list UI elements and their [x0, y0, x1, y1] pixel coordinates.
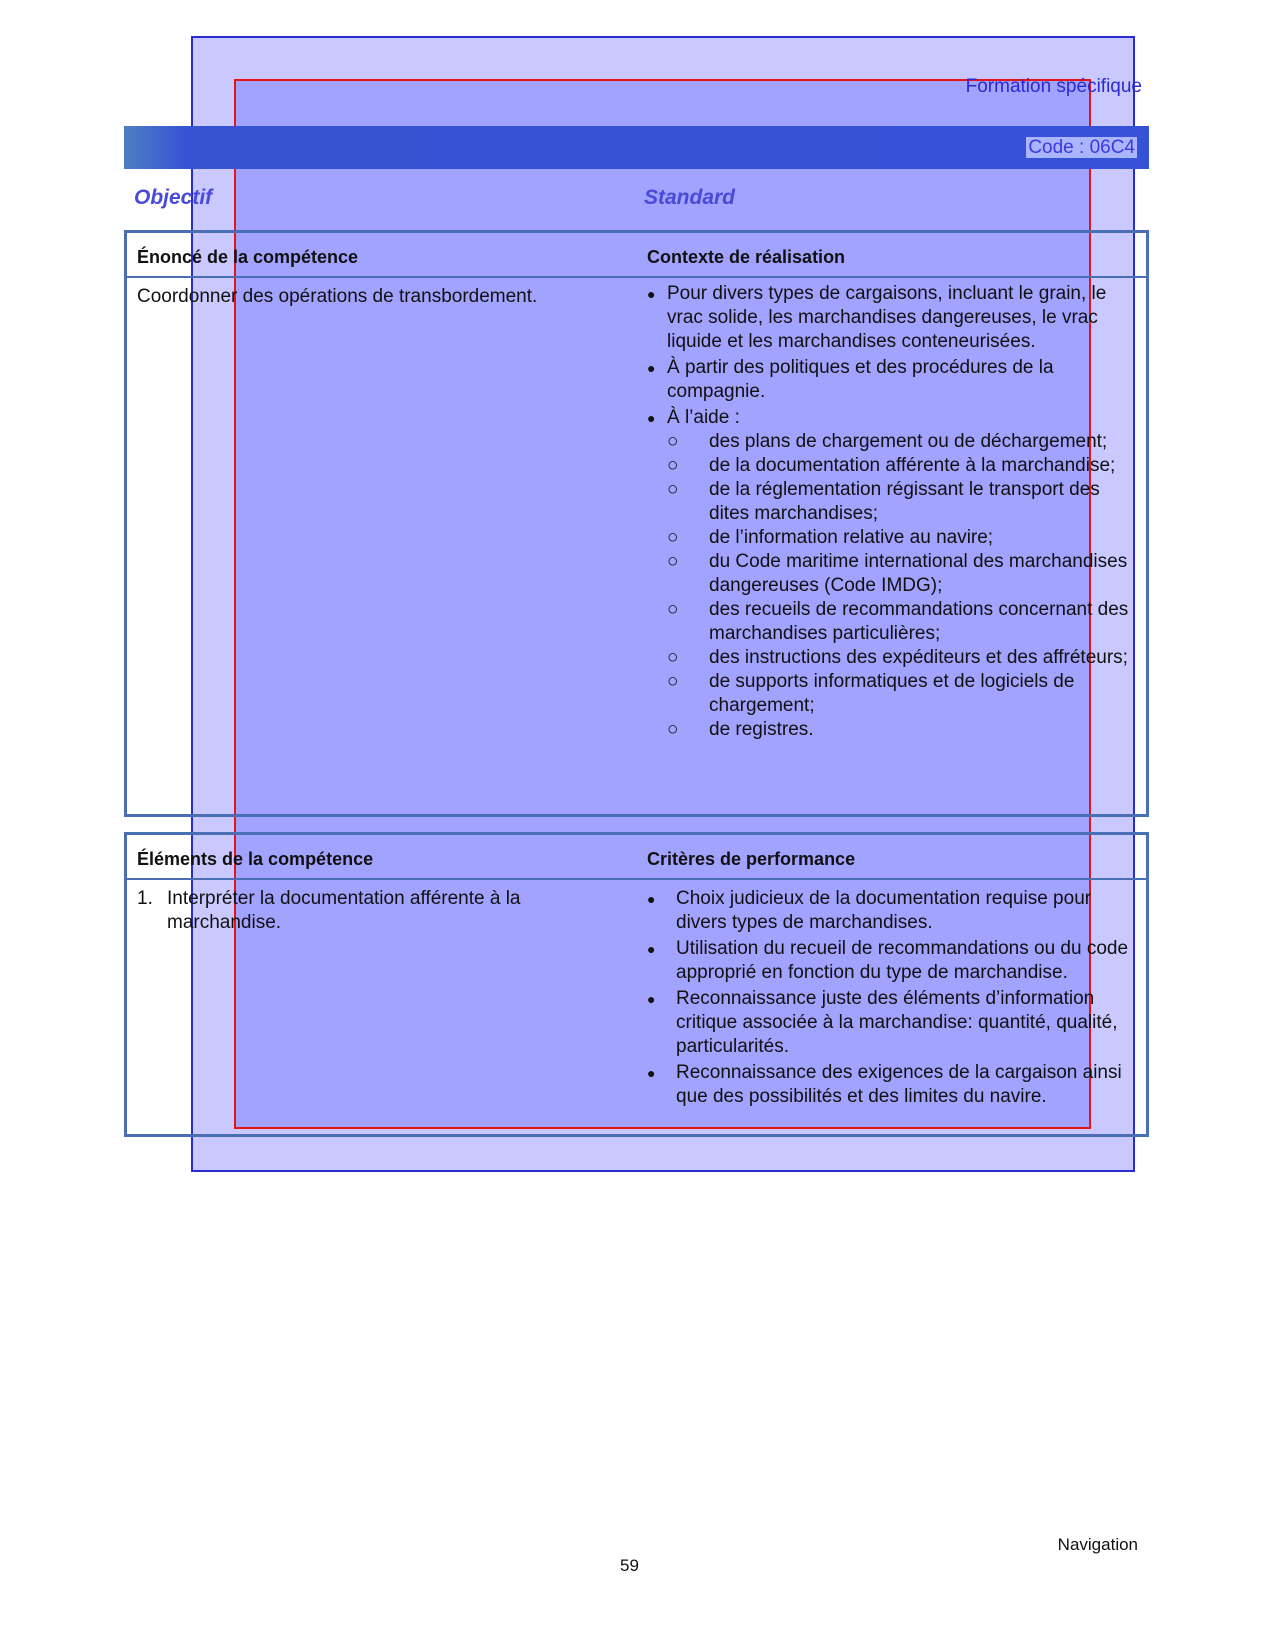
- contexte-item: ● À l’aide : ○ des plans de chargement ou de déchargement; ○ de la documentation afférente à la marchandise; ○ de la réglementation régissant le transport des dites marchandises; ○ de l’information relative au navire; ○ du Code maritime international des marchandises dangereuses (Code IMDG); ○ des recueils de recommandations concernant des marchandises particulières; ○ des instructions des expéditeurs et des affréteurs; ○ de supports informatiques et de logiciels de chargement; ○ de registres.: [647, 406, 1136, 742]
- code-banner: [124, 126, 1149, 169]
- formation-label: Formation spécifique: [965, 76, 1142, 97]
- bullet-icon: ●: [647, 991, 656, 1007]
- enonce-title: Énoncé de la compétence: [137, 247, 359, 267]
- aide-item: ○ de supports informatiques et de logiciels de chargement;: [667, 671, 1075, 716]
- sub-bullet-icon: ○: [667, 647, 679, 668]
- contexte-item: ● À partir des politiques et des procédures de la compagnie.: [647, 357, 1054, 402]
- bullet-icon: ●: [647, 1065, 656, 1081]
- competence-statement: Coordonner des opérations de transbordement.: [137, 286, 538, 307]
- sub-bullet-icon: ○: [667, 599, 679, 620]
- aide-item: ○ des plans de chargement ou de déchargement;: [667, 431, 1108, 452]
- contexte-item: ● Pour divers types de cargaisons, incluant le grain, le vrac solide, les marchandises dangereuses, le vrac liquide et les marchandises conteneurisées.: [647, 283, 1107, 352]
- bullet-icon: ●: [647, 360, 656, 376]
- aide-item: ○ de l’information relative au navire;: [667, 527, 994, 548]
- bullet-icon: ●: [647, 941, 656, 957]
- criteres-title: Critères de performance: [647, 849, 856, 869]
- contexte-title: Contexte de réalisation: [647, 247, 846, 267]
- criteres-list: [647, 887, 1136, 1111]
- standard-heading: Standard: [644, 186, 736, 209]
- elements-section: [124, 832, 1149, 1137]
- page-number: 59: [620, 1556, 639, 1575]
- sub-bullet-icon: ○: [667, 455, 679, 476]
- competence-header: [127, 233, 1146, 278]
- elements-title: Éléments de la compétence: [137, 849, 374, 869]
- critere-item: ● Reconnaissance des exigences de la cargaison ainsi que des possibilités et des limites du navire.: [647, 1062, 1122, 1107]
- aide-item: ○ du Code maritime international des marchandises dangereuses (Code IMDG);: [667, 551, 1128, 596]
- navigation-link[interactable]: Navigation: [1057, 1535, 1138, 1554]
- bullet-icon: ●: [647, 891, 656, 907]
- competence-section: [124, 230, 1149, 817]
- aide-item: ○ des recueils de recommandations concernant des marchandises particulières;: [667, 599, 1129, 644]
- aide-sublist: [667, 430, 1136, 742]
- elements-list: [137, 887, 577, 935]
- sub-bullet-icon: ○: [667, 671, 679, 692]
- code-label: Code : 06C4: [1028, 137, 1135, 158]
- elements-header: [127, 835, 1146, 880]
- critere-item: ● Choix judicieux de la documentation requise pour divers types de marchandises.: [647, 888, 1092, 933]
- sub-bullet-icon: ○: [667, 479, 679, 500]
- contexte-list: [647, 282, 1136, 744]
- aide-item: ○ de la réglementation régissant le transport des dites marchandises;: [667, 479, 1100, 524]
- sub-bullet-icon: ○: [667, 431, 679, 452]
- bullet-icon: ●: [647, 286, 656, 302]
- sub-bullet-icon: ○: [667, 719, 679, 740]
- sub-bullet-icon: ○: [667, 551, 679, 572]
- sub-bullet-icon: ○: [667, 527, 679, 548]
- critere-item: ● Utilisation du recueil de recommandations ou du code approprié en fonction du type de marchandise.: [647, 938, 1129, 983]
- critere-item: ● Reconnaissance juste des éléments d’information critique associée à la marchandise: quantité, qualité, particularités.: [647, 988, 1118, 1057]
- element-item: 1. Interpréter la documentation afférente à la marchandise.: [137, 888, 521, 933]
- bullet-icon: ●: [647, 410, 656, 426]
- aide-item: ○ de la documentation afférente à la marchandise;: [667, 455, 1116, 476]
- aide-item: ○ de registres.: [667, 719, 814, 740]
- aide-item: ○ des instructions des expéditeurs et des affréteurs;: [667, 647, 1128, 668]
- objectif-heading: Objectif: [134, 186, 213, 209]
